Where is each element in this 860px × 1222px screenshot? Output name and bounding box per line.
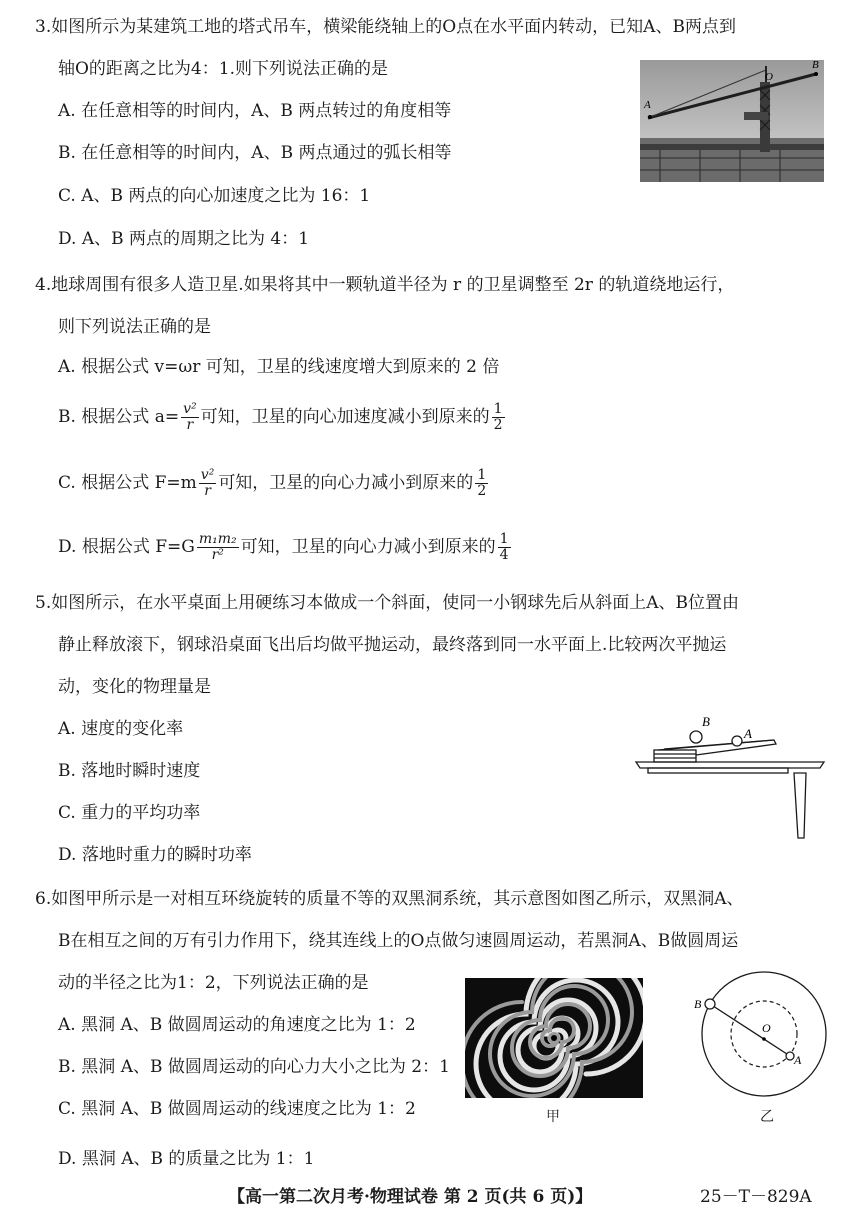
figure-caption-jia: 甲 (546, 1109, 560, 1125)
q3-option-a: A. 在任意相等的时间内，A、B 两点转过的角度相等 (58, 101, 452, 121)
q5-stem-line1: 5.如图所示，在水平桌面上用硬练习本做成一个斜面，使同一小钢球先后从斜面上A、B位置由 (35, 593, 740, 613)
q3-stem-line1: 3.如图所示为某建筑工地的塔式吊车，横梁能绕轴上的O点在水平面内转动，已知A、B两点到 (35, 17, 736, 37)
q5-option-b: B. 落地时瞬时速度 (58, 761, 201, 781)
formula-fraction: $\frac{\text{v²}}{r}$ (183, 401, 197, 433)
orbit-label-a: A (794, 1053, 802, 1067)
ratio-fraction: $\frac{1}{2}$ (477, 467, 487, 499)
crane-photo (640, 60, 824, 182)
incline-table-figure (634, 710, 828, 850)
q4-stem-line1: 4.地球周围有很多人造卫星.如果将其中一颗轨道半径为 r 的卫星调整至 2r 的轨道绕地运行， (35, 275, 735, 295)
orbit-label-o: O (762, 1021, 771, 1035)
q6-option-b: B. 黑洞 A、B 做圆周运动的向心力大小之比为 2：1 (58, 1057, 450, 1077)
q5-stem-line3: 动，变化的物理量是 (58, 677, 211, 697)
q6-option-d: D. 黑洞 A、B 的质量之比为 1：1 (58, 1149, 315, 1169)
formula-fraction: $\frac{\text{m₁m₂}}{\text{r²}}$ (198, 531, 237, 563)
q5-stem-line2: 静止释放滚下，钢球沿桌面飞出后均做平抛运动，最终落到同一水平面上.比较两次平抛运 (58, 635, 727, 655)
ratio-fraction: $\frac{1}{2}$ (493, 401, 503, 433)
q4-option-a: A. 根据公式 v=ωr 可知，卫星的线速度增大到原来的 2 倍 (58, 357, 500, 377)
crane-label-o: O (765, 71, 773, 83)
q6-stem-line3: 动的半径之比为1：2，下列说法正确的是 (58, 973, 369, 993)
incline-label-a: A (744, 726, 752, 741)
q4-stem-line2: 则下列说法正确的是 (58, 317, 211, 337)
q6-option-c: C. 黑洞 A、B 做圆周运动的线速度之比为 1：2 (58, 1099, 416, 1119)
q6-stem-line2: B在相互之间的万有引力作用下，绕其连线上的O点做匀速圆周运动，若黑洞A、B做圆周运 (58, 931, 739, 951)
orbit-diagram (686, 964, 836, 1104)
crane-label-b: B (812, 60, 819, 71)
q6-stem-line1: 6.如图甲所示是一对相互环绕旋转的质量不等的双黑洞系统，其示意图如图乙所示，双黑洞A、 (35, 889, 744, 909)
q3-stem-line2: 轴O的距离之比为4：1.则下列说法正确的是 (58, 59, 388, 79)
orbit-label-b: B (694, 997, 702, 1011)
page-footer-code: 25－T－829A (700, 1187, 812, 1207)
q5-option-a: A. 速度的变化率 (58, 719, 184, 739)
q4-option-d: D. 根据公式 F=G $\frac{\text{m₁m₂}}{\text{r²}}$ 可知，卫星的向心力减小到原来的 $\frac{1}{4}$ (58, 531, 509, 563)
formula-fraction: $\frac{\text{v²}}{r}$ (200, 467, 215, 499)
q6-option-a: A. 黑洞 A、B 做圆周运动的角速度之比为 1：2 (58, 1015, 416, 1035)
incline-label-b: B (702, 714, 710, 729)
q3-option-b: B. 在任意相等的时间内，A、B 两点通过的弧长相等 (58, 143, 452, 163)
crane-label-a: A (644, 99, 651, 111)
ratio-fraction: $\frac{1}{4}$ (499, 531, 509, 563)
black-hole-spiral-image (465, 978, 643, 1098)
q4-option-c: C. 根据公式 F=m $\frac{\text{v²}}{r}$ 可知，卫星的向心力减小到原来的 $\frac{1}{2}$ (58, 467, 487, 499)
q4-option-b: B. 根据公式 a= $\frac{\text{v²}}{r}$ 可知，卫星的向心加速度减小到原来的 $\frac{1}{2}$ (58, 401, 503, 433)
figure-caption-yi: 乙 (760, 1109, 774, 1125)
q5-option-c: C. 重力的平均功率 (58, 803, 201, 823)
page-footer-title: 【高一第二次月考·物理试卷 第 2 页(共 6 页)】 (228, 1187, 593, 1207)
q5-option-d: D. 落地时重力的瞬时功率 (58, 845, 252, 865)
q3-option-c: C. A、B 两点的向心加速度之比为 16：1 (58, 186, 371, 206)
q3-option-d: D. A、B 两点的周期之比为 4：1 (58, 229, 310, 249)
